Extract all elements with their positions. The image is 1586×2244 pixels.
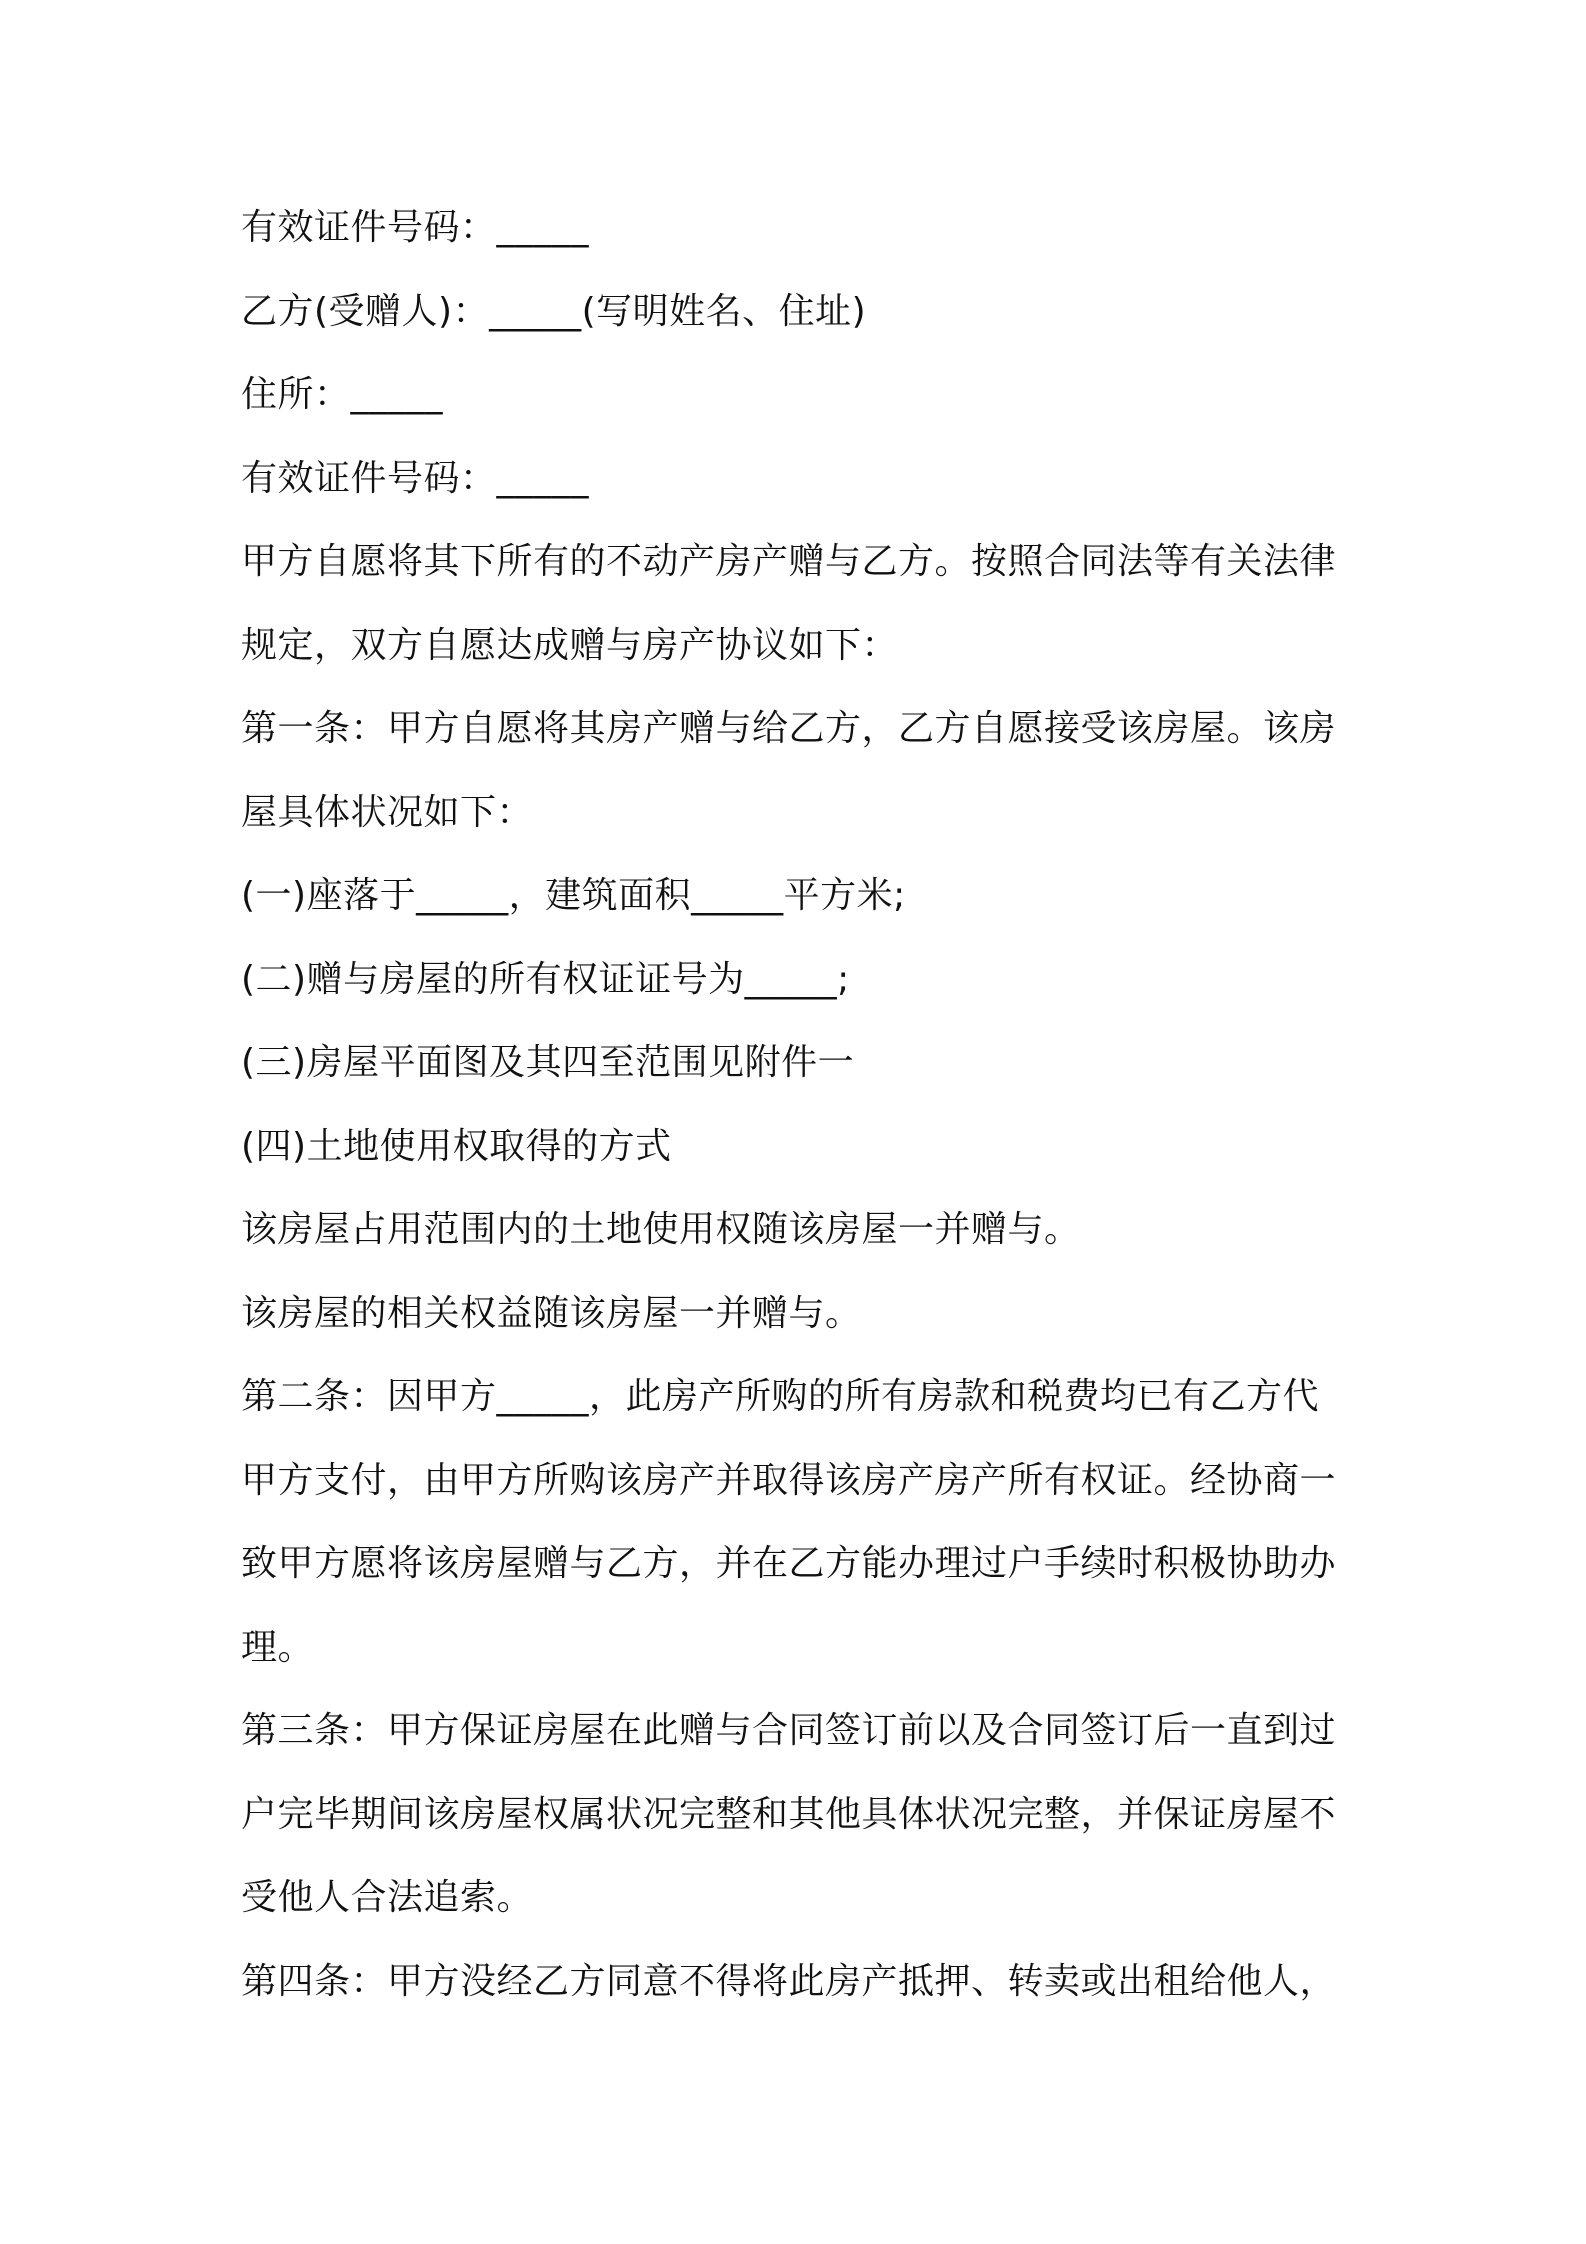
text-line-residence: 住所：_____ bbox=[241, 374, 444, 415]
text-line-article-1-2: 屋具体状况如下： bbox=[241, 792, 534, 833]
text-line-party-b: 乙方(受赠人)：_____(写明姓名、住址) bbox=[241, 291, 867, 332]
text-line-article-2-2: 甲方支付，由甲方所购该房产并取得该房产房产所有权证。经协商一 bbox=[241, 1460, 1337, 1501]
text-line-land-use: 该房屋占用范围内的土地使用权随该房屋一并赠与。 bbox=[241, 1209, 1081, 1250]
text-line-item-2: (二)赠与房屋的所有权证证号为_____; bbox=[241, 959, 850, 1000]
text-line-id-number-a: 有效证件号码：_____ bbox=[241, 207, 590, 248]
text-line-article-1-1: 第一条：甲方自愿将其房产赠与给乙方，乙方自愿接受该房屋。该房 bbox=[241, 708, 1337, 749]
text-line-item-1: (一)座落于_____，建筑面积_____平方米; bbox=[241, 875, 906, 916]
text-line-preamble-2: 规定，双方自愿达成赠与房产协议如下： bbox=[241, 625, 899, 666]
text-line-item-4: (四)土地使用权取得的方式 bbox=[241, 1126, 672, 1167]
text-line-rights: 该房屋的相关权益随该房屋一并赠与。 bbox=[241, 1293, 862, 1334]
text-line-item-3: (三)房屋平面图及其四至范围见附件一 bbox=[241, 1042, 855, 1083]
text-line-article-3-1: 第三条：甲方保证房屋在此赠与合同签订前以及合同签订后一直到过 bbox=[241, 1710, 1337, 1751]
text-line-article-2-3: 致甲方愿将该房屋赠与乙方，并在乙方能办理过户手续时积极协助办 bbox=[241, 1543, 1337, 1584]
text-line-article-2-1: 第二条：因甲方_____，此房产所购的所有房款和税费均已有乙方代 bbox=[241, 1376, 1320, 1417]
text-line-article-4-1: 第四条：甲方没经乙方同意不得将此房产抵押、转卖或出租给他人， bbox=[241, 1961, 1337, 2002]
text-line-article-3-2: 户完毕期间该房屋权属状况完整和其他具体状况完整，并保证房屋不 bbox=[241, 1794, 1337, 1835]
text-line-id-number-b: 有效证件号码：_____ bbox=[241, 458, 590, 499]
text-line-preamble-1: 甲方自愿将其下所有的不动产房产赠与乙方。按照合同法等有关法律 bbox=[241, 541, 1337, 582]
text-line-article-2-4: 理。 bbox=[241, 1627, 315, 1668]
text-line-article-3-3: 受他人合法追索。 bbox=[241, 1877, 534, 1918]
